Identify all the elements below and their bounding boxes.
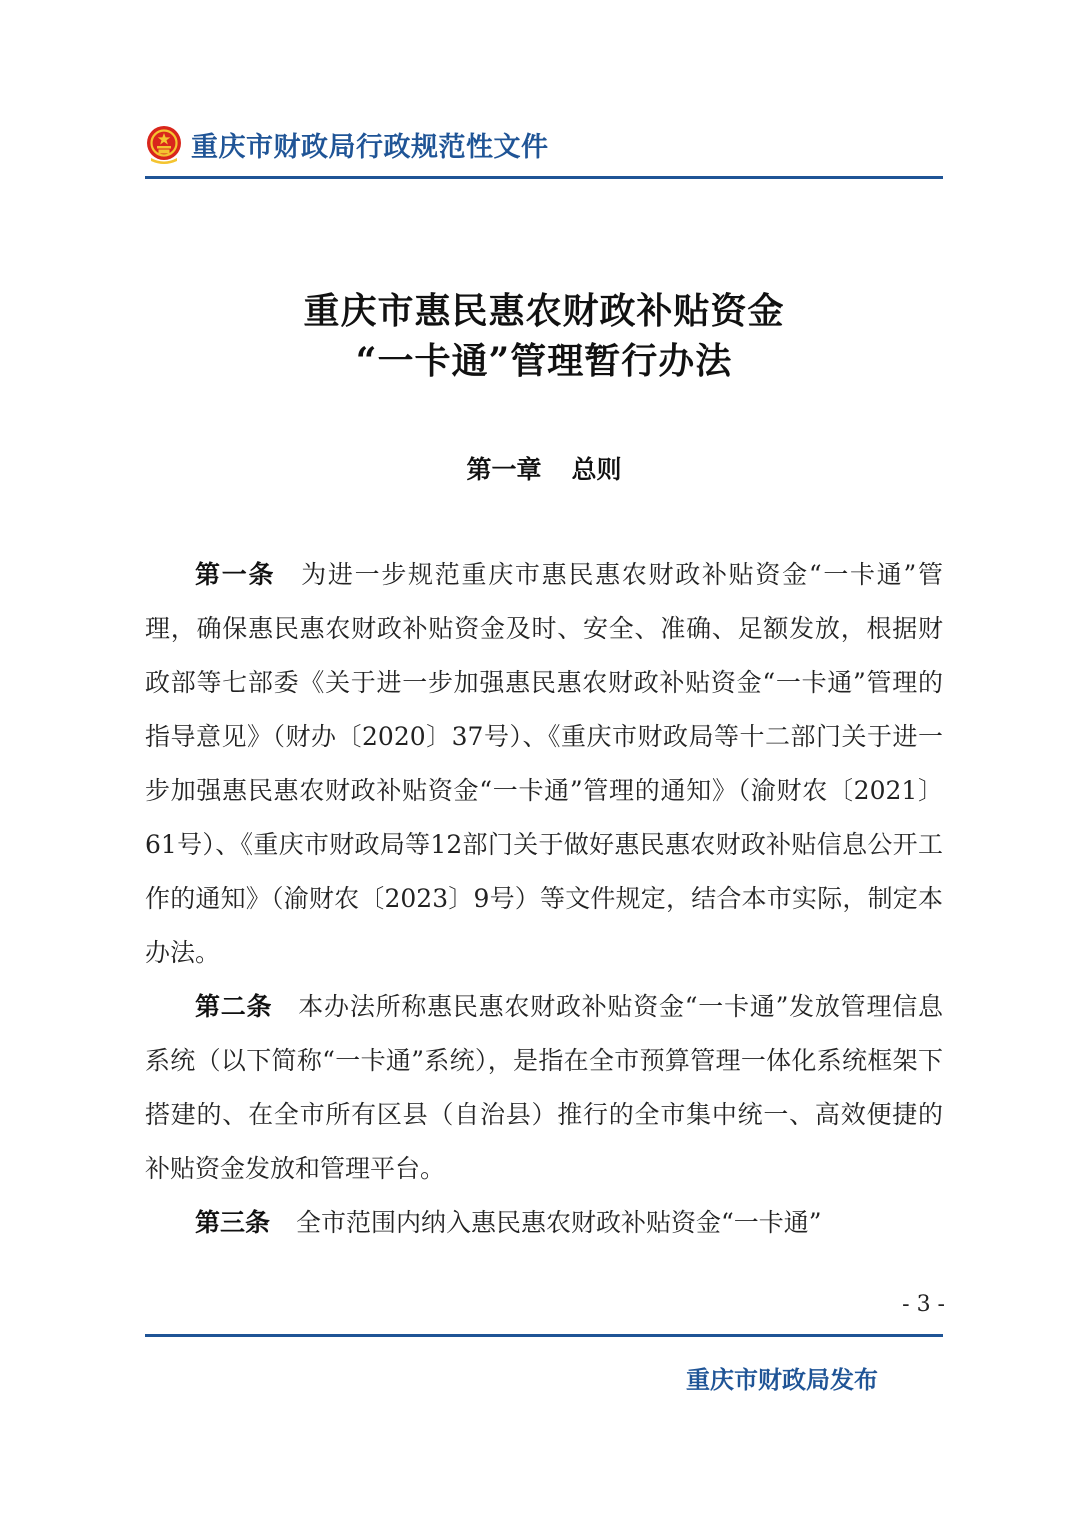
footer-divider [145, 1334, 943, 1337]
article-text: 本办法所称惠民惠农财政补贴资金“一卡通”发放管理信息系统（以下简称“一卡通”系统），是指在全市预算管理一体化系统框架下搭建的、在全市所有区县（自治县）推行的全市集中统一、高效便捷的补贴资金发放和管理平台。 [145, 992, 943, 1183]
document-title [145, 286, 943, 386]
page-number: - 3 - [902, 1292, 945, 1317]
article-label: 第二条 [195, 992, 273, 1021]
document-title-line-2: “一卡通”管理暂行办法 [355, 340, 733, 382]
chapter-number: 第一章 [466, 455, 542, 484]
chapter-heading [145, 450, 943, 486]
chapter-name: 总则 [571, 455, 622, 484]
header-divider [145, 176, 943, 179]
header-title: 重庆市财政局行政规范性文件 [191, 131, 549, 163]
article-text: 为进一步规范重庆市惠民惠农财政补贴资金“一卡通”管理，确保惠民惠农财政补贴资金及时、安全、准确、足额发放，根据财政部等七部委《关于进一步加强惠民惠农财政补贴资金“一卡通”管理的指导意见》（财办〔2020〕37号）、《重庆市财政局等十二部门关于进一步加强惠民惠农财政补贴资金“一卡通”管理的通知》（渝财农〔2021〕61号）、《重庆市财政局等12部门关于做好惠民惠农财政补贴信息公开工作的通知》（渝财农〔2023〕9号）等文件规定，结合本市实际，制定本办法。 [145, 560, 943, 967]
article-text: 全市范围内纳入惠民惠农财政补贴资金“一卡通” [296, 1208, 822, 1237]
article-label: 第一条 [195, 560, 276, 589]
document-title-line-1: 重庆市惠民惠农财政补贴资金 [303, 290, 785, 332]
national-emblem-icon [145, 124, 183, 164]
article-paragraph [145, 548, 943, 980]
article-paragraph [145, 1196, 943, 1250]
document-header [145, 122, 945, 166]
article-label: 第三条 [195, 1208, 271, 1237]
document-body [145, 548, 943, 1250]
publisher-footer: 重庆市财政局发布 [686, 1366, 878, 1394]
article-paragraph [145, 980, 943, 1196]
